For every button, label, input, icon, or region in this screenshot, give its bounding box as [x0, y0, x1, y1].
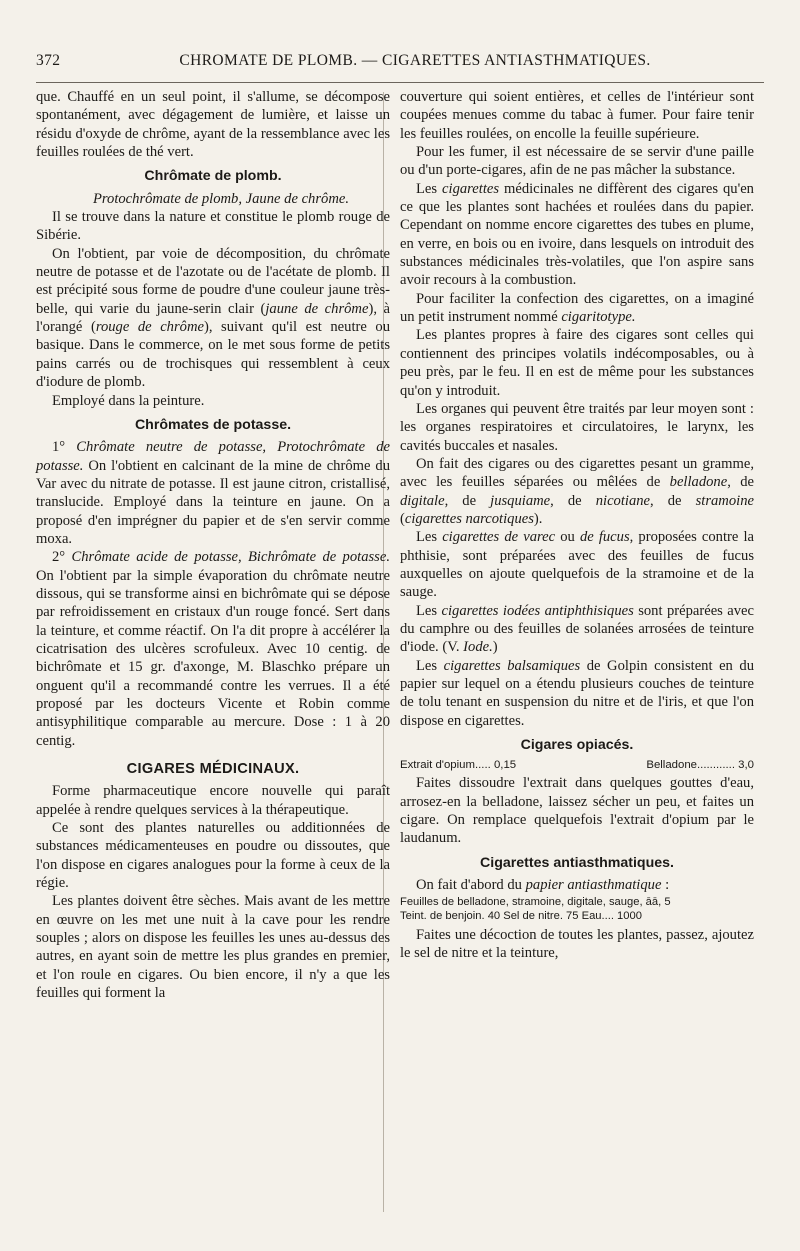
running-title: CHROMATE DE PLOMB. — CIGARETTES ANTIASTHMATIQUES. [179, 52, 651, 69]
paragraph: Forme pharmaceutique encore nouvelle qui paraît appelée à rendre quelques services à la thérapeutique. [36, 783, 390, 818]
paragraph: Les plantes doivent être sèches. Mais avant de les mettre en œuvre on les met une nuit à la cave pour les rendre souples ; alors on dispose les feuilles les unes au-dessus des autres, en ayant soin de mettre les plus grandes en premier, et l'on roule en cigares. Ou bien encore, il n'y a que les feuilles qui forment la [36, 893, 390, 1002]
text-run: ), suivant qu'il est neutre ou basique. Dans le commerce, on le met sous forme de petits pains carrés ou de trochisques qui ressemblent à ceux d'iodure de plomb. [36, 319, 390, 391]
italic-run: rouge de chrôme [95, 319, 204, 336]
italic-run: jaune de chrôme [265, 300, 369, 317]
italic-run: papier antiasthmatique [525, 877, 662, 894]
text-run: médicinales ne diffèrent des cigares qu'en ce que les plantes sont hachées et roulées dans du papier. Cependant on nomme encore cigarettes des tubes en plume, en verre, en bois ou en ivoire, dans lesquels on introduit des substances médicinales très-volatiles, que l'on aspire sans avoir recours à la combustion. [400, 180, 754, 289]
paragraph [36, 438, 390, 548]
italic-run: de fucus [579, 529, 630, 546]
italic-run: cigaritotype. [561, 309, 636, 326]
text-run: On fait d'abord du [416, 877, 526, 894]
italic-run: jusquiame [490, 492, 551, 509]
header-rule [36, 82, 764, 83]
text-run: Les [416, 602, 442, 619]
text-run: 2° [52, 549, 72, 566]
paragraph [400, 180, 754, 290]
text-run: sont préparées avec du camphre ou des feuilles de solanées arrosées de teinture d'iode. (V. [400, 602, 754, 656]
paragraph: Employé dans la peinture. [52, 392, 205, 409]
text-run: : [661, 877, 670, 894]
paragraph: couverture qui soient entières, et celles de l'intérieur sont coupées menues comme du tabac à fumer. Pour faire tenir les feuilles roulées, on encolle la feuille supérieure. [400, 89, 754, 142]
text-run: Les [416, 180, 443, 197]
text-run: Les [416, 657, 444, 674]
italic-run: nicotiane [595, 492, 651, 509]
section-heading: CIGARES MÉDICINAUX. [126, 761, 300, 778]
italic-run: cigarettes iodées antiphthisiques [441, 602, 634, 619]
italic-run: Chrômate acide de potasse, Bichrômate de potasse. [71, 549, 390, 566]
text-run: ) [492, 639, 498, 656]
paragraph: Les plantes propres à faire des cigares sont celles qui contiennent des principes volatils indécomposables, ou à peu près, par le feu. Il en est de même pour les substances qu'on y introduit. [400, 327, 754, 399]
italic-run: Chrômate neutre de potasse, Protochrômate de potasse. [36, 439, 390, 474]
section-subtitle: Protochrômate de plomb, Jaune de chrôme. [92, 190, 349, 207]
section-heading: Chrômates de potasse. [134, 416, 292, 433]
formula-line: Feuilles de belladone, stramoine, digitale, sauge, āā, 5 [400, 896, 671, 909]
text-run: ( [400, 510, 405, 527]
text-run: 1° [52, 439, 77, 456]
page-number: 372 [36, 52, 61, 69]
paragraph [400, 876, 754, 894]
paragraph: Il se trouve dans la nature et constitue le plomb rouge de Sibérie. [36, 209, 390, 244]
paragraph [36, 548, 390, 750]
text-run: , de [727, 474, 754, 491]
page-header [36, 52, 764, 82]
paragraph [400, 290, 754, 327]
section-heading: Chrômate de plomb. [144, 168, 282, 185]
text-run: , de [650, 492, 696, 509]
italic-run: cigarettes de varec [442, 529, 556, 546]
text-run: On l'obtient en calcinant de la mine de chrôme du Var avec du nitrate de potasse. Il est jaune citron, cristallisé, translucide. Employé dans la teinture en jaune. On a proposé d'en imprégner du papier et de s'en servir comme moxa. [36, 457, 390, 547]
text-run: ou [555, 529, 580, 546]
formula-item: Belladone............ 3,0 [646, 759, 754, 772]
paragraph: Ce sont des plantes naturelles ou additionnées de substances médicamenteuses en poudre ou dissoutes, que l'on dispose en cigares analogues pour la forme à ceux de la régie. [36, 820, 390, 892]
right-column [400, 88, 754, 962]
formula-item: Extrait d'opium..... 0,15 [400, 759, 517, 772]
italic-run: cigarettes balsamiques [443, 657, 581, 674]
text-run: Pour faciliter la confection des cigarettes, on a imaginé un petit instrument nommé [400, 290, 754, 326]
text-run: de Golpin consistent en du papier sur lequel on a étendu plusieurs couches de teinture de tolu tenant en suspension du nitre et de l'iris, et que l'on dispose en cigarettes. [400, 657, 754, 729]
paragraph: Faites une décoction de toutes les plantes, passez, ajoutez le sel de nitre et la teinture, [400, 926, 754, 961]
text-run: Les [416, 529, 443, 546]
paragraph: que. Chauffé en un seul point, il s'allume, se décompose spontanément, avec dégagement de lumière, et laisse un résidu d'oxyde de chrôme, ayant de la ressemblance avec les feuilles roulées de thé vert. [36, 89, 390, 161]
italic-run: cigarettes narcotiques [404, 510, 534, 527]
text-run: ), à l'orangé ( [36, 300, 390, 336]
italic-run: cigarettes [442, 180, 500, 197]
text-run: On l'obtient, par voie de décomposition, du chrômate neutre de potasse et de l'azotate ou de l'acétate de plomb. Il est précipité sous forme de poudre d'une couleur jaune très-belle, qui varie du jaune-serin clair ( [36, 245, 390, 317]
paragraph [400, 602, 754, 657]
text-run: , de [444, 492, 491, 509]
paragraph [400, 657, 754, 730]
paragraph: Pour les fumer, il est nécessaire de se servir d'une paille ou d'un porte-cigares, afin de ne pas mâcher la substance. [400, 144, 754, 179]
paragraph [36, 245, 390, 392]
text-run: ). [533, 510, 543, 527]
text-run: On l'obtient par la simple évaporation du chrômate neutre dissous, qui se transforme ainsi en bichrômate qui se dépose par refroidissement en cristaux d'un rouge foncé. Sert dans la teinture, et comme réactif. On l'a dit propre à accélérer la cicatrisation des ulcères scrofuleux. Avec 10 centig. de bichrômate et 15 gr. d'axonge, M. Blaschko prépare un onguent qu'il a recommandé contre les verrues. Il a été proposé par les docteurs Vicente et Robin comme antisyphilitique comparable au mercure. Dose : 1 à 20 centig. [36, 567, 390, 749]
italic-run: stramoine [695, 492, 754, 509]
italic-run: digitale [400, 492, 445, 509]
text-run: , de [550, 492, 596, 509]
formula-table [400, 896, 754, 923]
paragraph [400, 455, 754, 528]
paragraph [400, 528, 754, 601]
formula-table [400, 758, 754, 772]
text-run: , proposées contre la phthisie, sont préparées avec des feuilles de fucus auxquelles on ajoute quelquefois de la stramoine et de la sauge. [400, 529, 755, 601]
formula-line: Teint. de benjoin. 40 Sel de nitre. 75 Eau.... 1000 [400, 910, 642, 923]
paragraph: Les organes qui peuvent être traités par leur moyen sont : les organes respiratoires et circulatoires, le larynx, les cavités buccales et nasales. [400, 400, 754, 454]
text-run: On fait des cigares ou des cigarettes pesant un gramme, avec les feuilles séparées ou mêlées de [400, 455, 754, 491]
section-heading: Cigares opiacés. [520, 737, 634, 754]
italic-run: Iode. [463, 639, 493, 656]
section-heading: Cigarettes antiasthmatiques. [480, 854, 674, 871]
italic-run: belladone [669, 474, 728, 491]
paragraph: Faites dissoudre l'extrait dans quelques gouttes d'eau, arrosez-en la belladone, laissez sécher un peu, et faites un cigare. On remplace quelquefois l'extrait d'opium par le laudanum. [400, 775, 754, 847]
left-column [36, 88, 390, 1003]
